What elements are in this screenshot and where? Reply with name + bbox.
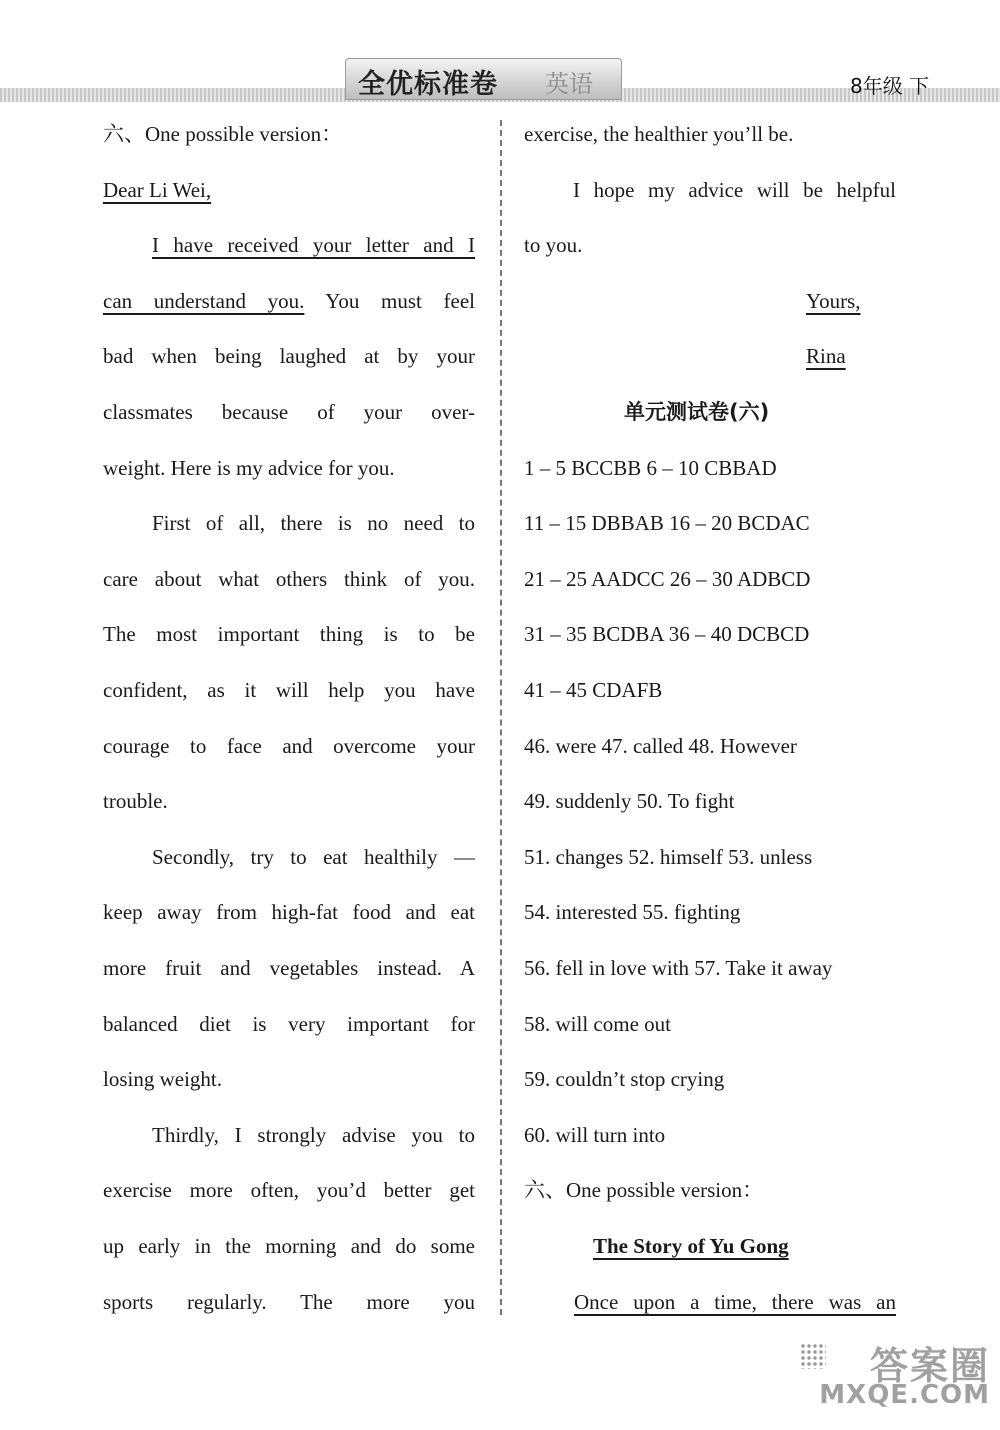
subject-label: 英语 (545, 70, 593, 98)
text-span: weight. Here is my advice for you. (103, 456, 395, 480)
right_column-line (524, 954, 896, 982)
right_column-line (593, 1232, 896, 1260)
text-span: 41 – 45 CDAFB (524, 678, 663, 702)
text-span: 六、One possible version： (524, 1178, 764, 1202)
left_column-line (103, 787, 475, 815)
text-span: The most important thing is to be (103, 622, 475, 646)
text-span: 49. suddenly 50. To fight (524, 789, 735, 813)
text-span: 59. couldn’t stop crying (524, 1067, 725, 1091)
right_column-line (573, 176, 896, 204)
left_column-line (103, 954, 475, 982)
left_column-line (152, 1121, 475, 1149)
left_column-line (103, 1232, 475, 1260)
text-span: 21 – 25 AADCC 26 – 30 ADBCD (524, 567, 811, 591)
text-span: 56. fell in love with 57. Take it away (524, 956, 833, 980)
text-span: classmates because of your over- (103, 400, 475, 424)
text-span: exercise, the healthier you’ll be. (524, 122, 794, 146)
left_column-line (152, 843, 475, 871)
column-divider (500, 120, 502, 1315)
text-span: courage to face and overcome your (103, 734, 475, 758)
text-span: exercise more often, you’d better get (103, 1178, 475, 1202)
watermark-bottom-text: MXQE.COM (819, 1380, 990, 1410)
text-span: Yours, (806, 289, 861, 313)
text-span: You must feel (304, 289, 475, 313)
text-span: 31 – 35 BCDBA 36 – 40 DCBCD (524, 622, 810, 646)
text-span: 54. interested 55. fighting (524, 900, 741, 924)
text-span: Rina (806, 344, 846, 368)
text-span: bad when being laughed at by your (103, 344, 475, 368)
left_column-line (103, 1288, 475, 1316)
left_column-line (103, 565, 475, 593)
text-span: 1 – 5 BCCBB 6 – 10 CBBAD (524, 456, 777, 480)
right_column-line (524, 620, 896, 648)
right_column-line (524, 1176, 896, 1204)
right_column-line (524, 843, 896, 871)
text-span: Secondly, try to eat healthily — (152, 845, 475, 869)
left_column-line (152, 509, 475, 537)
right_column-line (524, 732, 896, 760)
right_column-line (624, 398, 896, 426)
text-span: keep away from high-fat food and eat (103, 900, 475, 924)
text-span: 11 – 15 DBBAB 16 – 20 BCDAC (524, 511, 810, 535)
text-span: Dear Li Wei, (103, 178, 212, 202)
text-span: sports regularly. The more you (103, 1290, 475, 1314)
text-span: 六、One possible version： (103, 122, 343, 146)
text-span: 46. were 47. called 48. However (524, 734, 797, 758)
text-span: trouble. (103, 789, 168, 813)
left_column-line (103, 676, 475, 704)
text-span: I have received your letter and I (152, 233, 475, 257)
text-span: to you. (524, 233, 583, 257)
text-span: can understand you. (103, 289, 305, 313)
text-span: The Story of Yu Gong (593, 1234, 789, 1258)
right_column-line (806, 287, 896, 315)
left_column-line (152, 231, 475, 259)
watermark-dots-icon (800, 1343, 826, 1369)
right_column-line (524, 1121, 896, 1149)
watermark-top-text: 答案圈 (869, 1344, 990, 1388)
text-span: 60. will turn into (524, 1123, 666, 1147)
right_column-line (524, 454, 896, 482)
text-span: Once upon a time, there was an (574, 1290, 896, 1314)
left_column-line (103, 120, 475, 148)
right_column-line (524, 787, 896, 815)
right_column-line (524, 509, 896, 537)
left_column-line (103, 342, 475, 370)
text-span: balanced diet is very important for (103, 1012, 475, 1036)
right_column-line (806, 342, 896, 370)
text-span: up early in the morning and do some (103, 1234, 475, 1258)
right_column-line (524, 898, 896, 926)
left_column-line (103, 398, 475, 426)
text-span: confident, as it will help you have (103, 678, 475, 702)
text-span: 单元测试卷(六) (624, 400, 770, 424)
watermark (800, 1335, 995, 1420)
book-title: 全优标准卷 (358, 69, 498, 100)
right_column-line (524, 231, 896, 259)
text-span: Thirdly, I strongly advise you to (152, 1123, 475, 1147)
left_column-line (103, 1065, 475, 1093)
text-span: losing weight. (103, 1067, 222, 1091)
left_column-line (103, 898, 475, 926)
grade-label: 8年级 下 (850, 74, 930, 98)
right_column-line (524, 120, 896, 148)
left_column-line (103, 287, 475, 315)
right_column-line (574, 1288, 896, 1316)
left_column-line (103, 1176, 475, 1204)
text-span: care about what others think of you. (103, 567, 475, 591)
left_column-line (103, 1010, 475, 1038)
left_column-line (103, 454, 475, 482)
text-span: I hope my advice will be helpful (573, 178, 896, 202)
text-span: more fruit and vegetables instead. A (103, 956, 475, 980)
right_column-line (524, 565, 896, 593)
left_column-line (103, 176, 475, 204)
right_column-line (524, 1065, 896, 1093)
text-span: 58. will come out (524, 1012, 671, 1036)
text-span: First of all, there is no need to (152, 511, 475, 535)
right_column-line (524, 676, 896, 704)
left_column-line (103, 620, 475, 648)
right_column-line (524, 1010, 896, 1038)
text-span: 51. changes 52. himself 53. unless (524, 845, 813, 869)
left_column-line (103, 732, 475, 760)
